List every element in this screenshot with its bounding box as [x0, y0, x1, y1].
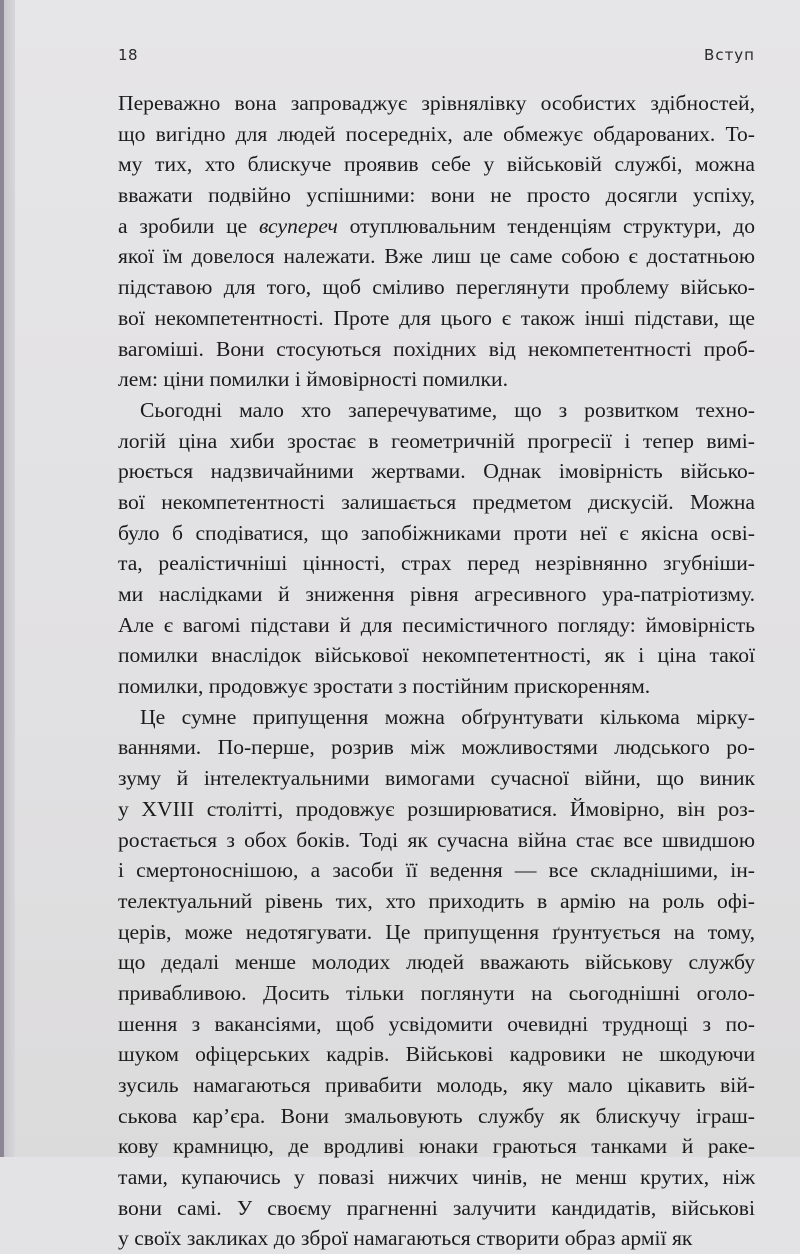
text-line: Але є вагомі підстави й для песимістичного погляду: ймовірність — [118, 612, 755, 637]
text-line: що вигідно для людей посередніх, але обмежує обдарованих. То- — [118, 121, 755, 146]
emphasis-text: всупереч — [258, 213, 338, 238]
text-line: лем: ціни помилки і ймовірності помилки. — [118, 367, 508, 392]
text-line: якої їм довелося належати. Вже лиш це саме собою є достатньою — [118, 244, 755, 269]
text-line: кову крамницю, де вродливі юнаки граються танками й раке- — [118, 1134, 755, 1159]
text-line: у своїх закликах до зброї намагаються створити образ армії як — [118, 1226, 693, 1251]
text-line: зусиль намагаються привабити молодь, яку мало цікавить вій- — [118, 1073, 755, 1097]
text-line: підставою для того, щоб сміливо переглянути проблему військо- — [118, 275, 755, 300]
page-number: 18 — [118, 46, 139, 64]
text-line: вої некомпетентності залишається предметом дискусій. Можна — [118, 489, 755, 514]
text-run: а зробили це — [118, 213, 259, 238]
text-line: Сьогодні мало хто заперечуватиме, що з розвитком техно- — [140, 397, 755, 422]
text-line: вагоміші. Вони стосуються похідних від некомпетентності проб- — [118, 336, 755, 361]
book-gutter-shadow — [4, 0, 15, 1157]
paragraph — [118, 395, 755, 702]
text-line: Переважно вона запроваджує зрівнялівку особистих здібностей, — [118, 91, 755, 115]
text-run: отуплювальним тенденціям структури, до — [337, 213, 755, 238]
text-line: тами, купаючись у повазі нижчих чинів, не менш крутих, ніж — [118, 1165, 755, 1190]
text-line: було б сподіватися, що запобіжниками проти неї є якісна осві- — [118, 520, 755, 545]
paragraph — [118, 702, 755, 1254]
text-line: ваннями. По-перше, розрив між можливостями людського ро- — [118, 735, 755, 760]
text-line: та, реалістичніші цінності, страх перед незрівнянно згубніши- — [118, 551, 755, 576]
text-line: му тих, хто блискуче проявив себе у військовій службі, можна — [118, 152, 755, 177]
text-line: помилки внаслідок військової некомпетентності, як і ціна такої — [118, 643, 755, 668]
text-line: привабливою. Досить тільки поглянути на сьогоднішні оголо- — [118, 980, 755, 1005]
text-line: зуму й інтелектуальними вимогами сучасної війни, що виник — [118, 766, 755, 791]
text-line: телектуальний рівень тих, хто приходить в армію на роль офі- — [118, 888, 755, 913]
text-line: помилки, продовжує зростати з постійним прискоренням. — [118, 674, 651, 699]
text-line: вої некомпетентності. Проте для цього є також інші підстави, ще — [118, 305, 755, 330]
text-line: ми наслідками й зниження рівня агресивного ура-патріотизму. — [118, 582, 755, 606]
text-line: вважати подвійно успішними: вони не просто досягли успіху, — [118, 183, 755, 208]
text-line: Це сумне припущення можна обґрунтувати кількома мірку- — [140, 704, 755, 729]
text-line: ростається з обох боків. Тоді як сучасна війна стає все швидшою — [118, 827, 755, 852]
text-line: шуком офіцерських кадрів. Військові кадровики не шкодуючи — [118, 1042, 755, 1067]
text-line: вони самі. У своєму прагненні залучити кандидатів, військові — [118, 1195, 755, 1220]
text-line: шення з вакансіями, щоб усвідомити очевидні труднощі з по- — [118, 1011, 755, 1036]
text-line: і смертоноснішою, а засоби її ведення — все складнішими, ін- — [118, 858, 755, 883]
chapter-title: Вступ — [704, 46, 755, 64]
text-line — [118, 211, 755, 242]
text-line: що дедалі менше молодих людей вважають військову службу — [118, 950, 755, 975]
paragraph — [118, 88, 755, 395]
text-line: рюється надзвичайними жертвами. Однак імовірність військо- — [118, 459, 755, 484]
body-text — [118, 88, 755, 1254]
text-line: логій ціна хиби зростає в геометричній прогресії і тепер вимі- — [118, 428, 755, 453]
running-header — [118, 46, 755, 70]
text-line: ськова кар’єра. Вони змальовують службу як блискучу іграш- — [118, 1103, 755, 1128]
text-line: у XVIII столітті, продовжує розширюватися. Ймовірно, він роз- — [118, 796, 755, 821]
text-line: церів, може недотягувати. Це припущення ґрунтується на тому, — [118, 919, 755, 944]
